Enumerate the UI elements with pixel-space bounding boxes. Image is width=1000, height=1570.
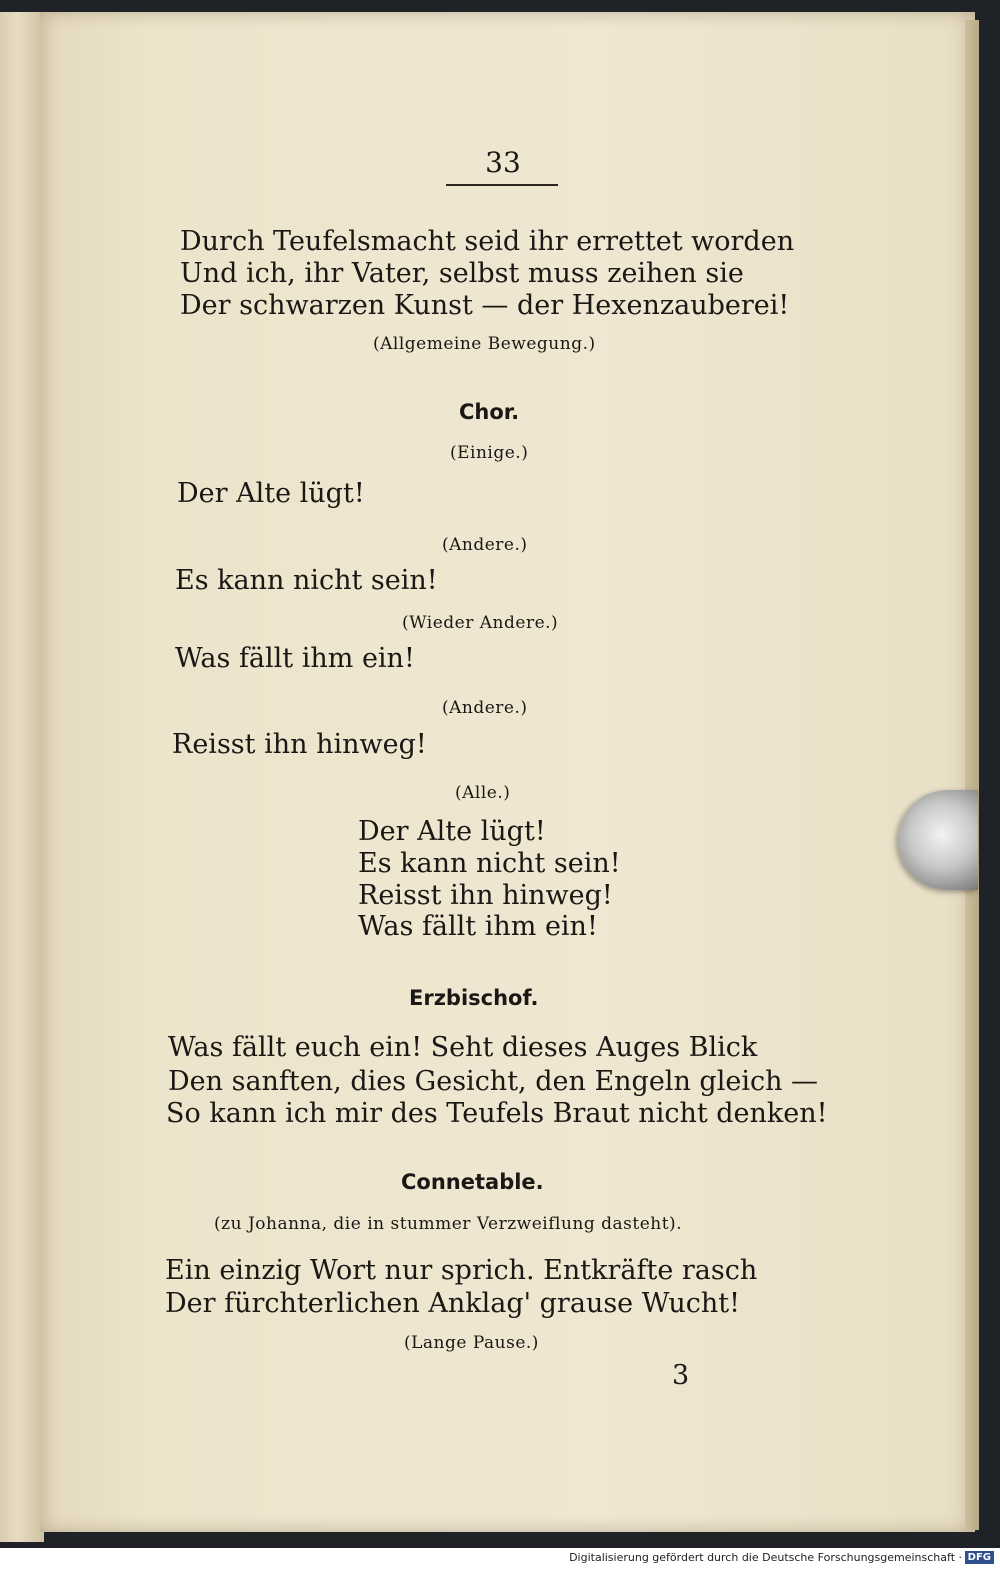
page-number: 33 — [485, 146, 521, 179]
signature-mark: 3 — [672, 1360, 690, 1391]
verse-line: So kann ich mir des Teufels Braut nicht denken! — [166, 1098, 828, 1129]
verse-line: Den sanften, dies Gesicht, den Engeln gleich — — [168, 1066, 819, 1097]
stage-direction: (Allgemeine Bewegung.) — [373, 334, 596, 354]
verse-line: Es kann nicht sein! — [358, 848, 621, 879]
digitization-credit: Digitalisierung gefördert durch die Deutsche Forschungsgemeinschaft · — [569, 1551, 962, 1564]
page-edge — [965, 20, 979, 1530]
stage-direction: (Lange Pause.) — [404, 1333, 539, 1353]
verse-line: Reisst ihn hinweg! — [358, 880, 613, 911]
verse-line: Es kann nicht sein! — [175, 565, 438, 596]
dfg-logo: DFG — [965, 1551, 994, 1564]
verse-line: Was fällt euch ein! Seht dieses Auges Blick — [168, 1032, 758, 1063]
header-rule — [446, 184, 558, 186]
speaker-name: Erzbischof. — [409, 986, 539, 1010]
speaker-name: Connetable. — [401, 1170, 544, 1194]
stage-direction: (Alle.) — [455, 783, 511, 803]
verse-line: Was fällt ihm ein! — [358, 911, 598, 942]
book-spine — [0, 12, 44, 1542]
stage-direction: (zu Johanna, die in stummer Verzweiflung dasteht). — [214, 1214, 683, 1234]
verse-line: Der Alte lügt! — [177, 478, 365, 509]
verse-line: Und ich, ihr Vater, selbst muss zeihen sie — [180, 258, 744, 289]
stage-direction: (Andere.) — [442, 698, 528, 718]
verse-line: Der fürchterlichen Anklag' grause Wucht! — [165, 1288, 741, 1319]
stage-direction: (Andere.) — [442, 535, 528, 555]
stage-direction: (Einige.) — [450, 443, 529, 463]
verse-line: Was fällt ihm ein! — [175, 643, 415, 674]
verse-line: Reisst ihn hinweg! — [172, 729, 427, 760]
verse-line: Ein einzig Wort nur sprich. Entkräfte rasch — [165, 1255, 758, 1286]
verse-line: Der Alte lügt! — [358, 816, 546, 847]
stage-direction: (Wieder Andere.) — [402, 613, 559, 633]
verse-line: Der schwarzen Kunst — der Hexenzauberei! — [180, 290, 790, 321]
speaker-name: Chor. — [459, 400, 520, 424]
verse-line: Durch Teufelsmacht seid ihr errettet worden — [180, 226, 795, 257]
